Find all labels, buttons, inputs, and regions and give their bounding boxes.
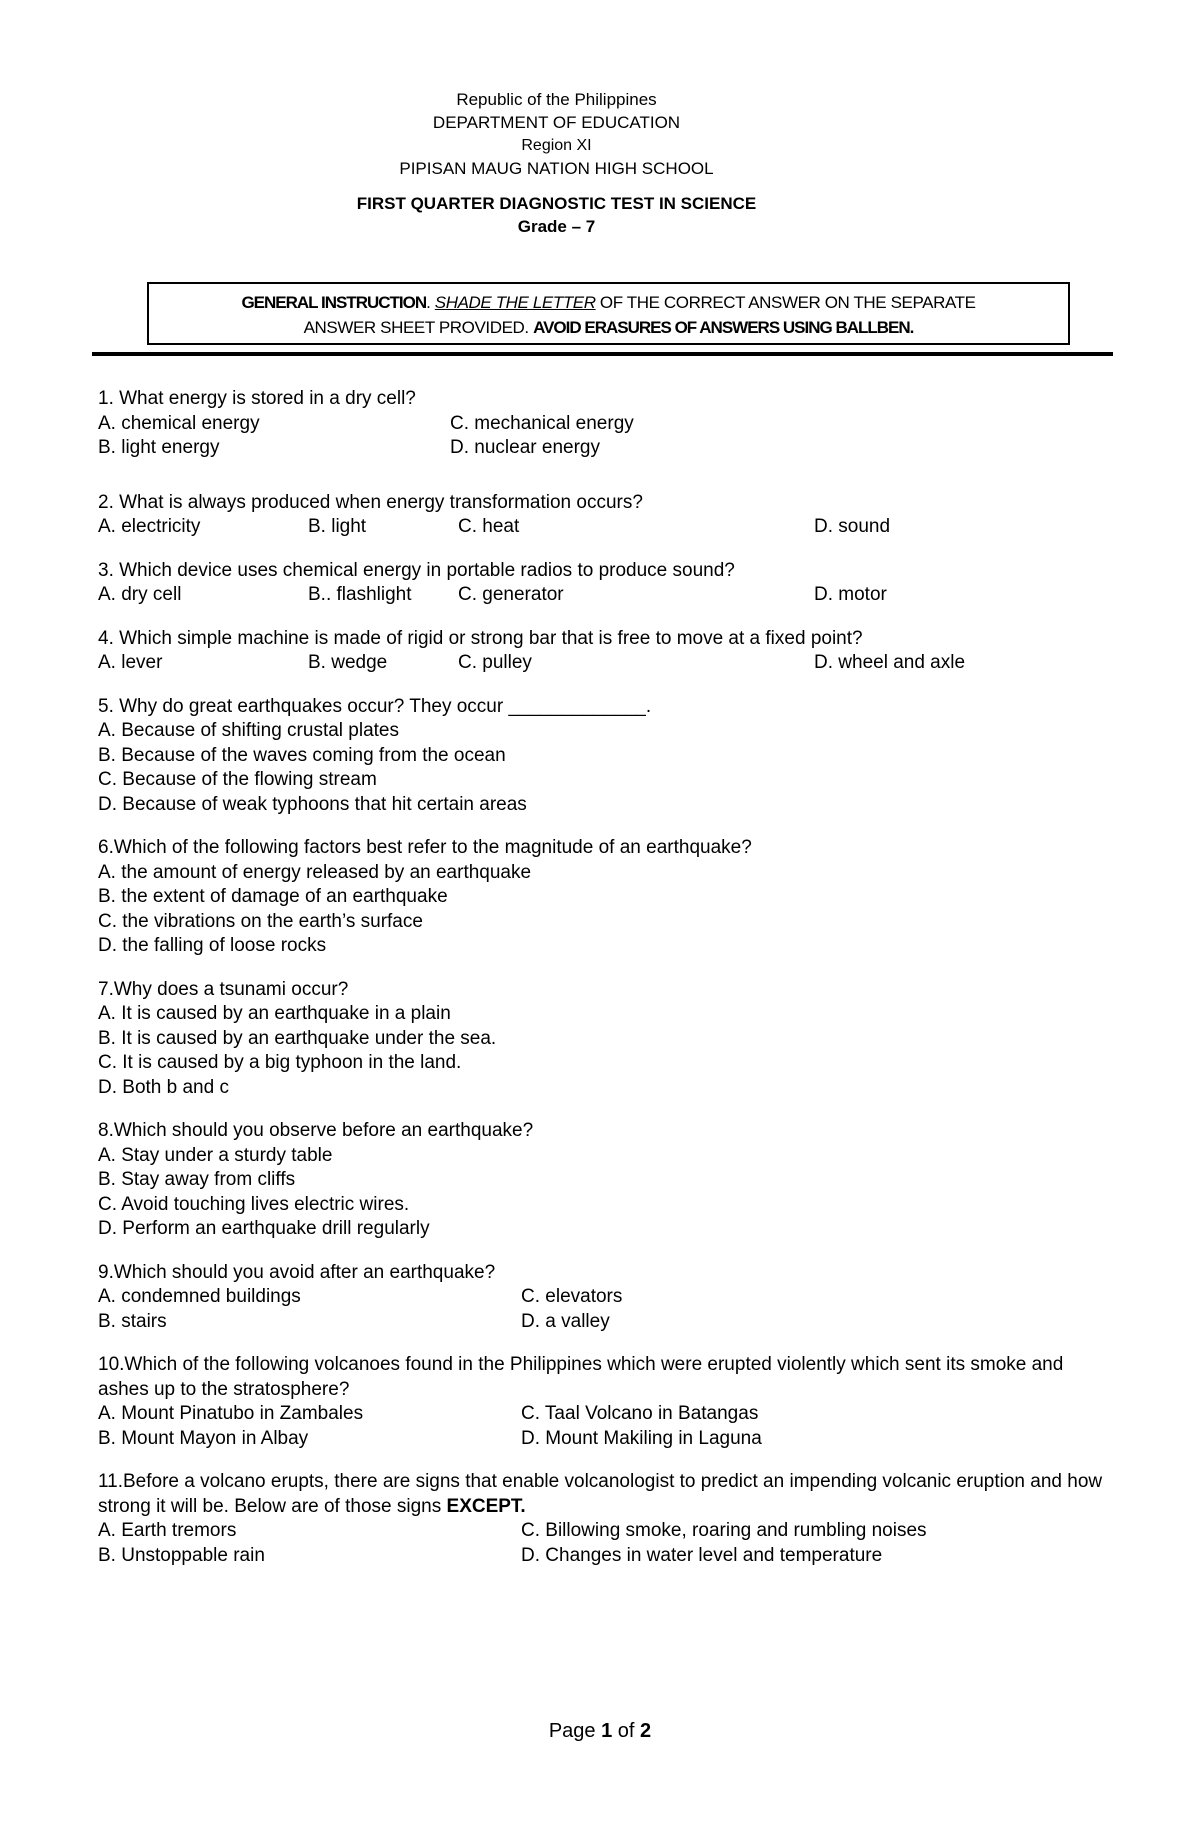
question-6 [98,836,1108,959]
question-9 [98,1261,1108,1335]
grade-level: Grade – 7 [517,217,596,236]
option-c: C. mechanical energy [450,412,634,434]
option-b: B. Mount Mayon in Albay [98,1427,309,1449]
question-stem-text: 11.Before a volcano erupts, there are signs that enable volcanologist to predict an impending volcanic eruption and how strong it will be. Below are of those signs [98,1471,1103,1517]
option-d: D. Because of weak typhoons that hit certain areas [98,793,527,815]
question-stem: 5. Why do great earthquakes occur? They occur _____________. [98,695,652,717]
question-7 [98,978,1108,1101]
option-d: D. wheel and axle [814,652,966,673]
instruction-emphasis: SHADE THE LETTER [434,293,596,312]
document-header [0,88,1113,238]
option-a: A. Earth tremors [98,1520,237,1541]
question-10 [98,1353,1108,1451]
question-1 [98,387,1108,461]
option-a: A. Mount Pinatubo in Zambales [98,1403,364,1424]
option-a: A. the amount of energy released by an earthquake [98,861,532,883]
option-b: B. stairs [98,1310,167,1332]
option-a: A. Stay under a sturdy table [98,1144,333,1166]
option-c: C. Taal Volcano in Batangas [521,1403,759,1424]
page-number: 1 [601,1720,613,1742]
header-region: Region XI [521,137,592,154]
page-total: 2 [640,1720,652,1742]
general-instruction-box [147,282,1070,345]
option-d: D. Perform an earthquake drill regularly [98,1218,430,1239]
option-d: D. Changes in water level and temperature [521,1544,883,1566]
option-a: A. It is caused by an earthquake in a plain [98,1003,451,1024]
option-c: C. It is caused by a big typhoon in the land. [98,1052,462,1073]
option-a: A. electricity [98,516,201,537]
instruction-label: GENERAL INSTRUCTION [241,293,427,312]
page-footer [0,1720,1200,1743]
instruction-rest-1: OF THE CORRECT ANSWER ON THE SEPARATE [595,293,976,312]
instruction-bold-end: AVOID ERASURES OF ANSWERS USING BALLBEN. [533,318,914,337]
question-stem: 9.Which should you avoid after an earthquake? [98,1261,496,1283]
question-stem [98,1470,1108,1519]
question-stem: 3. Which device uses chemical energy in portable radios to produce sound? [98,559,735,581]
option-b: B. light [308,516,367,537]
option-c: C. heat [458,516,520,537]
option-d: D. nuclear energy [450,437,600,458]
option-d: D. a valley [521,1310,610,1332]
option-d: D. motor [814,584,887,605]
option-c: C. Because of the flowing stream [98,769,377,790]
option-b: B. light energy [98,437,220,458]
header-republic: Republic of the Philippines [456,90,657,109]
option-b: B. Because of the waves coming from the ocean [98,744,506,766]
question-8 [98,1119,1108,1242]
page-word: Page [548,1720,602,1742]
option-b: B. Stay away from cliffs [98,1169,296,1190]
question-stem: 4. Which simple machine is made of rigid or strong bar that is free to move at a fixed point? [98,627,863,649]
question-stem: 1. What energy is stored in a dry cell? [98,388,416,409]
test-title: FIRST QUARTER DIAGNOSTIC TEST IN SCIENCE [356,194,757,213]
question-stem-except: EXCEPT. [446,1495,526,1517]
option-b: B. It is caused by an earthquake under the sea. [98,1027,497,1049]
option-a: A. condemned buildings [98,1286,301,1307]
option-a: A. dry cell [98,584,182,605]
question-5 [98,695,1108,818]
option-c: C. generator [458,584,564,605]
option-b: B.. flashlight [308,584,412,605]
question-stem: 2. What is always produced when energy transformation occurs? [98,491,643,513]
option-d: D. sound [814,516,891,537]
option-c: C. pulley [458,652,532,673]
question-3 [98,559,1108,608]
option-c: C. Avoid touching lives electric wires. [98,1193,410,1215]
option-a: A. lever [98,652,163,673]
option-d: D. the falling of loose rocks [98,935,327,956]
question-4 [98,627,1108,676]
question-stem: 6.Which of the following factors best refer to the magnitude of an earthquake? [98,837,752,858]
option-a: A. chemical energy [98,412,260,434]
option-c: C. the vibrations on the earth’s surface [98,910,423,932]
instruction-dot: . [426,293,435,312]
option-b: B. Unstoppable rain [98,1544,265,1566]
option-c: C. Billowing smoke, roaring and rumbling noises [521,1520,927,1541]
question-stem: 7.Why does a tsunami occur? [98,978,349,1000]
question-stem: 10.Which of the following volcanoes found in the Philippines which were erupted violently which sent its smoke and ashes up to the stratosphere? [98,1354,1064,1400]
option-d: D. Both b and c [98,1076,229,1098]
instruction-rest-2: ANSWER SHEET PROVIDED. [303,318,534,337]
question-list [98,387,1108,1587]
of-word: of [612,1720,641,1742]
question-stem: 8.Which should you observe before an earthquake? [98,1120,534,1141]
option-c: C. elevators [521,1286,623,1307]
option-a: A. Because of shifting crustal plates [98,720,399,741]
header-school: PIPISAN MAUG NATION HIGH SCHOOL [399,159,714,178]
question-11 [98,1470,1108,1568]
option-d: D. Mount Makiling in Laguna [521,1427,762,1449]
option-b: B. wedge [308,652,388,673]
header-divider [92,352,1113,356]
header-department: DEPARTMENT OF EDUCATION [432,113,681,132]
question-2 [98,491,1108,540]
option-b: B. the extent of damage of an earthquake [98,886,448,907]
